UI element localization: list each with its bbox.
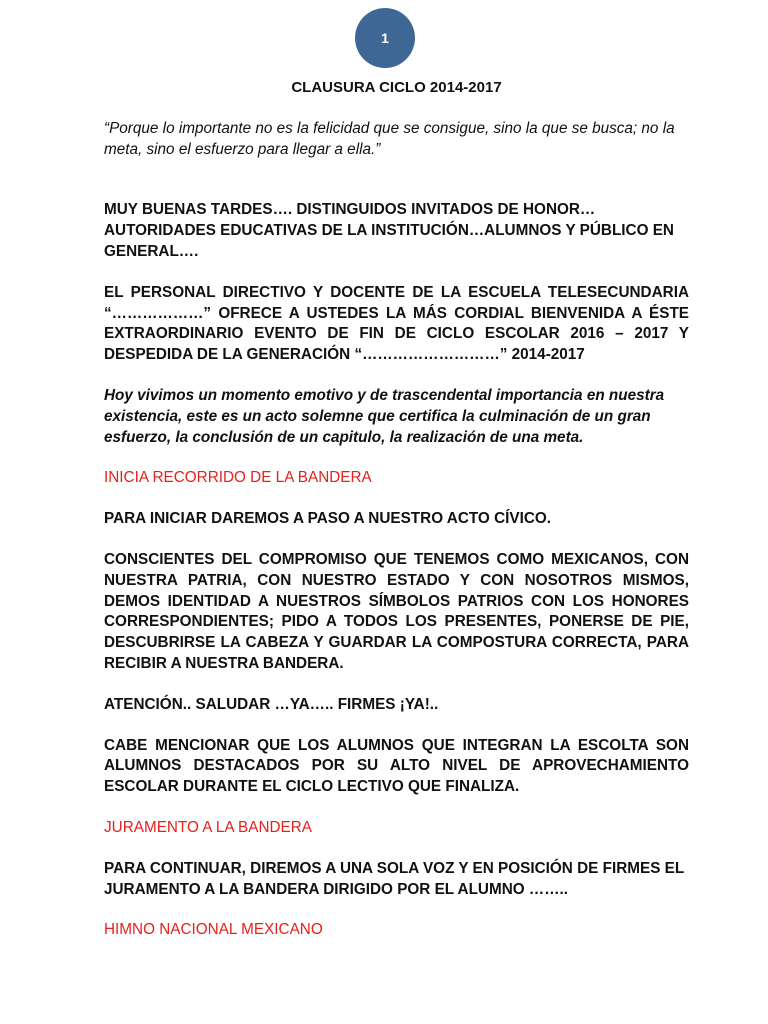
attention-paragraph: ATENCIÓN.. SALUDAR …YA….. FIRMES ¡YA!.. <box>104 695 439 713</box>
page-number-badge <box>355 8 415 68</box>
section-heading-oath: JURAMENTO A LA BANDERA <box>104 818 312 836</box>
conscious-paragraph: CONSCIENTES DEL COMPROMISO QUE TENEMOS COMO MEXICANOS, CON NUESTRA PATRIA, CON NUESTRO ESTADO Y CON NOSOTROS MISMOS, DEMOS IDENTIDAD A NUESTROS SÍMBOLOS PATRIOS CON LOS HONORES CORRESPONDIENTES; PIDO A TODOS LOS PRESENTES, PONERSE DE PIE, DESCUBRIRSE LA CABEZA Y GUARDAR LA COMPOSTURA CORRECTA, PARA RECIBIR A NUESTRA BANDERA. <box>104 550 689 672</box>
oath-paragraph: PARA CONTINUAR, DIREMOS A UNA SOLA VOZ Y EN POSICIÓN DE FIRMES EL JURAMENTO A LA BANDERA DIRIGIDO POR EL ALUMNO …….. <box>104 859 684 898</box>
document-title: CLAUSURA CICLO 2014-2017 <box>291 79 502 96</box>
escolta-paragraph: CABE MENCIONAR QUE LOS ALUMNOS QUE INTEGRAN LA ESCOLTA SON ALUMNOS DESTACADOS POR SU ALTO NIVEL DE APROVECHAMIENTO ESCOLAR DURANTE EL CICLO LECTIVO QUE FINALIZA. <box>104 736 689 796</box>
section-heading-anthem: HIMNO NACIONAL MEXICANO <box>104 921 323 939</box>
section-heading-flag: INICIA RECORRIDO DE LA BANDERA <box>104 469 372 487</box>
intro-paragraph: EL PERSONAL DIRECTIVO Y DOCENTE DE LA ESCUELA TELESECUNDARIA “………………” OFRECE A USTEDES LA MÁS CORDIAL BIENVENIDA A ÉSTE EXTRAORDINARIO EVENTO DE FIN DE CICLO ESCOLAR 2016 – 2017 Y DESPEDIDA DE LA GENERACIÓN “………………………” 2014-2017 <box>104 283 689 364</box>
opening-quote: “Porque lo importante no es la felicidad que se consigue, sino la que se busca; no la meta, sino el esfuerzo para llegar a ella.” <box>104 119 675 158</box>
greeting-paragraph: MUY BUENAS TARDES…. DISTINGUIDOS INVITADOS DE HONOR… AUTORIDADES EDUCATIVAS DE LA INSTITUCIÓN…ALUMNOS Y PÚBLICO EN GENERAL…. <box>104 201 674 260</box>
civic-start-paragraph: PARA INICIAR DAREMOS A PASO A NUESTRO ACTO CÍVICO. <box>104 510 552 528</box>
moment-paragraph: Hoy vivimos un momento emotivo y de trascendental importancia en nuestra existencia, este es un acto solemne que certifica la culminación de un gran esfuerzo, la conclusión de un capitulo, la realización de una meta. <box>104 386 665 446</box>
page-number: 1 <box>381 30 389 46</box>
document-body <box>104 78 689 941</box>
